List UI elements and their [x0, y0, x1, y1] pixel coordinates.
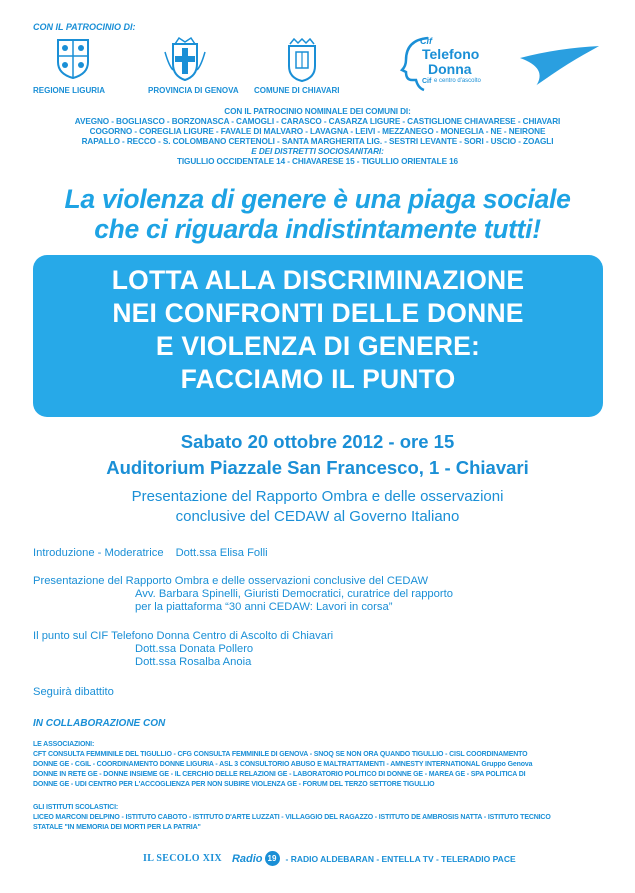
program-closing: Seguirà dibattito [33, 686, 114, 698]
presentation-line-1: Presentazione del Rapporto Ombra e delle osservazioni [131, 488, 504, 505]
presentation-line-2: conclusive del CEDAW al Governo Italiano [175, 508, 460, 525]
program-item-2-speaker-2: per la piattaforma “30 anni CEDAW: Lavori in corsa” [135, 601, 393, 613]
provincia-genova-label: PROVINCIA DI GENOVA [148, 86, 239, 95]
media-sponsors [143, 851, 516, 866]
associations-line-1: CFT CONSULTA FEMMINILE DEL TIGULLIO - CFG CONSULTA FEMMINILE DI GENOVA - SNOQ SE NON ORA QUANDO TIGULLIO - CISL COORDINAMENTO [33, 751, 528, 758]
regione-liguria-label: REGIONE LIGURIA [33, 86, 106, 95]
distretti-heading: E DEI DISTRETTI SOCIOSANITARI: [251, 147, 384, 156]
program-item-3-speaker-1: Dott.ssa Donata Pollero [135, 643, 254, 655]
program-item-2: Presentazione del Rapporto Ombra e delle osservazioni conclusive del CEDAW [33, 575, 429, 587]
banner-line-2: NEI CONFRONTI DELLE DONNE [112, 298, 524, 328]
event-date: Sabato 20 ottobre 2012 - ore 15 [180, 431, 455, 452]
cif-centro-text: e centro d'ascolto [434, 78, 481, 84]
banner-line-3: E VIOLENZA DI GENERE: [155, 331, 481, 361]
associations-label: LE ASSOCIAZIONI: [33, 741, 95, 748]
cif-telefono-donna-logo [398, 34, 508, 96]
program-intro [33, 547, 268, 560]
comune-chiavari-label: COMUNE DI CHIAVARI [254, 86, 340, 95]
provincia-genova-crest-icon [163, 36, 207, 87]
schools-label: GLI ISTITUTI SCOLASTICI: [33, 804, 119, 811]
associations-line-4: DONNE GE - UDI CENTRO PER L'ACCOGLIENZA PER NON SUBIRE VIOLENZA GE - FORUM DEL TERZO SETTORE TIGULLIO [33, 781, 435, 788]
program-intro-label: Introduzione - Moderatrice [33, 547, 164, 559]
program-intro-name: Dott.ssa Elisa Folli [175, 547, 268, 559]
associations-line-3: DONNE IN RETE GE - DONNE INSIEME GE - IL CERCHIO DELLE RELAZIONI GE - LABORATORIO POLITICO DI DONNE GE - MAREA GE - SPA POLITICA DI [33, 771, 526, 778]
associations-line-2: DONNE GE - CGIL - COORDINAMENTO DONNE LIGURIA - ASL 3 CONSULTORIO ABUSO E MALTRATTAMENTI - AMNESTY INTERNATIONAL Gruppo Genova [33, 761, 533, 768]
comuni-line-1: AVEGNO - BOGLIASCO - BORZONASCA - CAMOGLI - CARASCO - CASARZA LIGURE - CASTIGLIONE CHIAVARESE - CHIAVARI [74, 117, 561, 126]
cif-mark-bottom: Cif [422, 78, 432, 85]
event-venue: Auditorium Piazzale San Francesco, 1 - Chiavari [106, 457, 529, 478]
slogan-line-1: La violenza di genere è una piaga sociale [64, 184, 571, 214]
distretti-list: TIGULLIO OCCIDENTALE 14 - CHIAVARESE 15 - TIGULLIO ORIENTALE 16 [176, 157, 459, 166]
radio-19-text: Radio [231, 852, 263, 865]
cif-mark-top: Cif [420, 36, 432, 46]
cif-donna-text: Donna [428, 61, 472, 77]
comuni-line-2: COGORNO - COREGLIA LIGURE - FAVALE DI MALVARO - LAVAGNA - LEIVI - MEZZANEGO - MONEGLIA - NE - NEIRONE [89, 127, 546, 136]
patrocinio-label: CON IL PATROCINIO DI: [33, 22, 136, 32]
program-item-3: Il punto sul CIF Telefono Donna Centro di Ascolto di Chiavari [33, 630, 334, 642]
slogan-line-2: che ci riguarda indistintamente tutti! [94, 214, 541, 244]
swoosh-logo-icon [518, 44, 603, 95]
comuni-line-3: RAPALLO - RECCO - S. COLOMBANO CERTENOLI - SANTA MARGHERITA LIG. - SESTRI LEVANTE - SORI - USCIO - ZOAGLI [81, 137, 554, 146]
comune-chiavari-crest-icon [284, 38, 320, 87]
program-item-2-speaker-1: Avv. Barbara Spinelli, Giuristi Democratici, curatrice del rapporto [135, 588, 453, 600]
title-banner [33, 255, 603, 417]
banner-line-1: LOTTA ALLA DISCRIMINAZIONE [111, 265, 525, 295]
cif-telefono-text: Telefono [422, 46, 480, 62]
schools-line-2: STATALE "IN MEMORIA DEI MORTI PER LA PATRIA" [33, 824, 201, 831]
secolo-xix-logo: IL SECOLO XIX [143, 853, 222, 864]
schools-line-1: LICEO MARCONI DELPINO - ISTITUTO CABOTO - ISTITUTO D'ARTE LUZZATI - VILLAGGIO DEL RAGAZZO - ISTITUTO DE AMBROSIS NATTA - ISTITUTO TECNICO [33, 814, 551, 821]
radio-19-badge-icon: 19 [265, 851, 280, 866]
comuni-heading: CON IL PATROCINIO NOMINALE DEI COMUNI DI: [224, 107, 411, 116]
collaboration-heading: IN COLLABORAZIONE CON [33, 718, 166, 729]
banner-line-4: FACCIAMO IL PUNTO [180, 364, 456, 394]
regione-liguria-crest-icon [55, 38, 91, 85]
media-others: - RADIO ALDEBARAN - ENTELLA TV - TELERADIO PACE [285, 853, 516, 864]
program-item-3-speaker-2: Dott.ssa Rosalba Anoia [135, 656, 252, 668]
